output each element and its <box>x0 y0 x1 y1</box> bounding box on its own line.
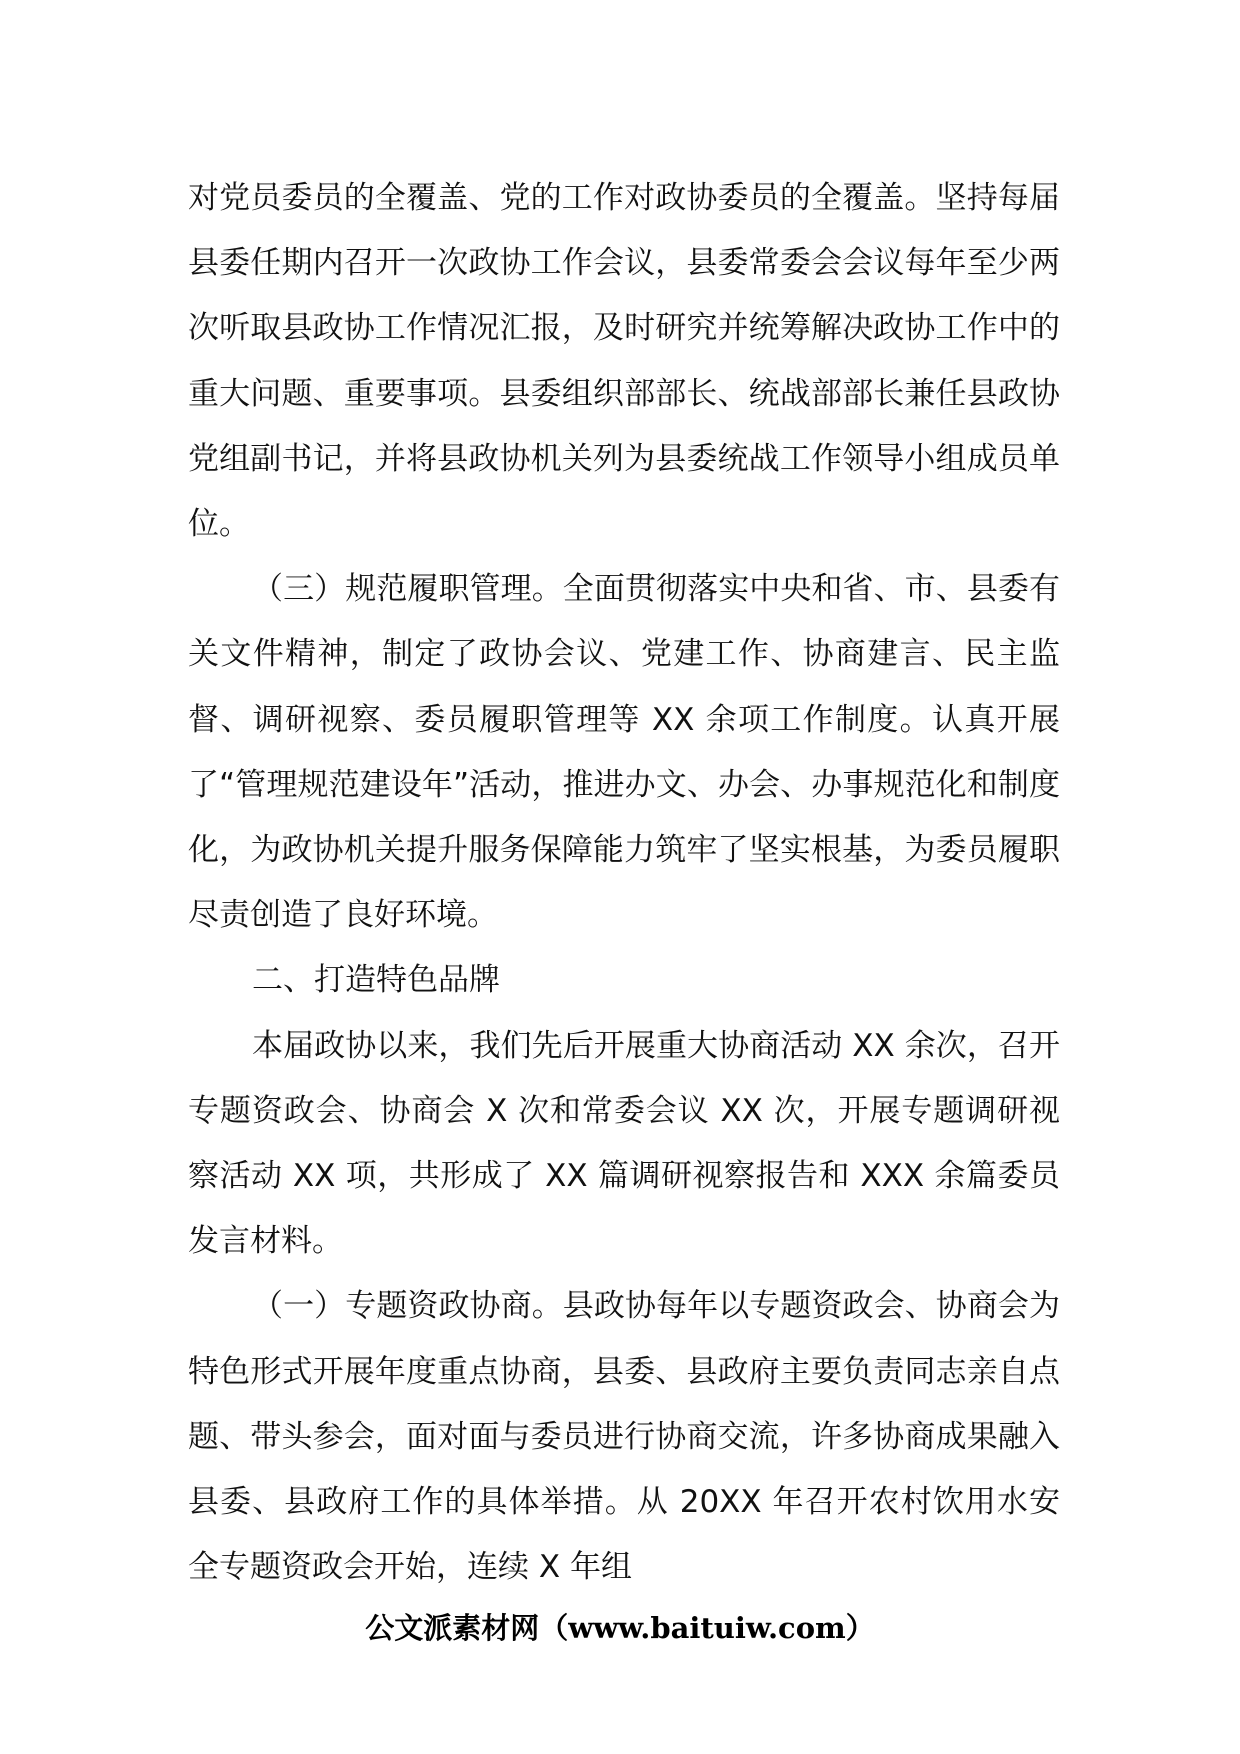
paragraph-subsection-1: （一）专题资政协商。县政协每年以专题资政会、协商会为特色形式开展年度重点协商，县委、县政府主要负责同志亲自点题、带头参会，面对面与委员进行协商交流，许多协商成果融入县委、县政府工作的具体举措。从 20XX 年召开农村饮用水安全专题资政会开始，连续 X 年组 <box>188 1288 1060 1586</box>
section-heading-2: 二、打造特色品牌 <box>252 962 500 999</box>
document-body <box>188 166 1060 1600</box>
paragraph-section-2-intro: 本届政协以来，我们先后开展重大协商活动 XX 余次，召开专题资政会、协商会 X 次和常委会议 XX 次，开展专题调研视察活动 XX 项，共形成了 XX 篇调研视察报告和 XXX 余篇委员发言材料。 <box>188 1027 1060 1260</box>
paragraph-continuation: 对党员委员的全覆盖、党的工作对政协委员的全覆盖。坚持每届县委任期内召开一次政协工作会议，县委常委会会议每年至少两次听取县政协工作情况汇报，及时研究并统筹解决政协工作中的重大问题、重要事项。县委组织部部长、统战部部长兼任县政协党组副书记，并将县政协机关列为县委统战工作领导小组成员单位。 <box>188 180 1060 543</box>
footer-watermark: 公文派素材网（www.baituiw.com） <box>365 1611 875 1645</box>
paragraph-section-3: （三）规范履职管理。全面贯彻落实中央和省、市、县委有关文件精神，制定了政协会议、党建工作、协商建言、民主监督、调研视察、委员履职管理等 XX 余项工作制度。认真开展了“管理规范建设年”活动，推进办文、办会、办事规范化和制度化，为政协机关提升服务保障能力筑牢了坚实根基，为委员履职尽责创造了良好环境。 <box>188 571 1060 934</box>
